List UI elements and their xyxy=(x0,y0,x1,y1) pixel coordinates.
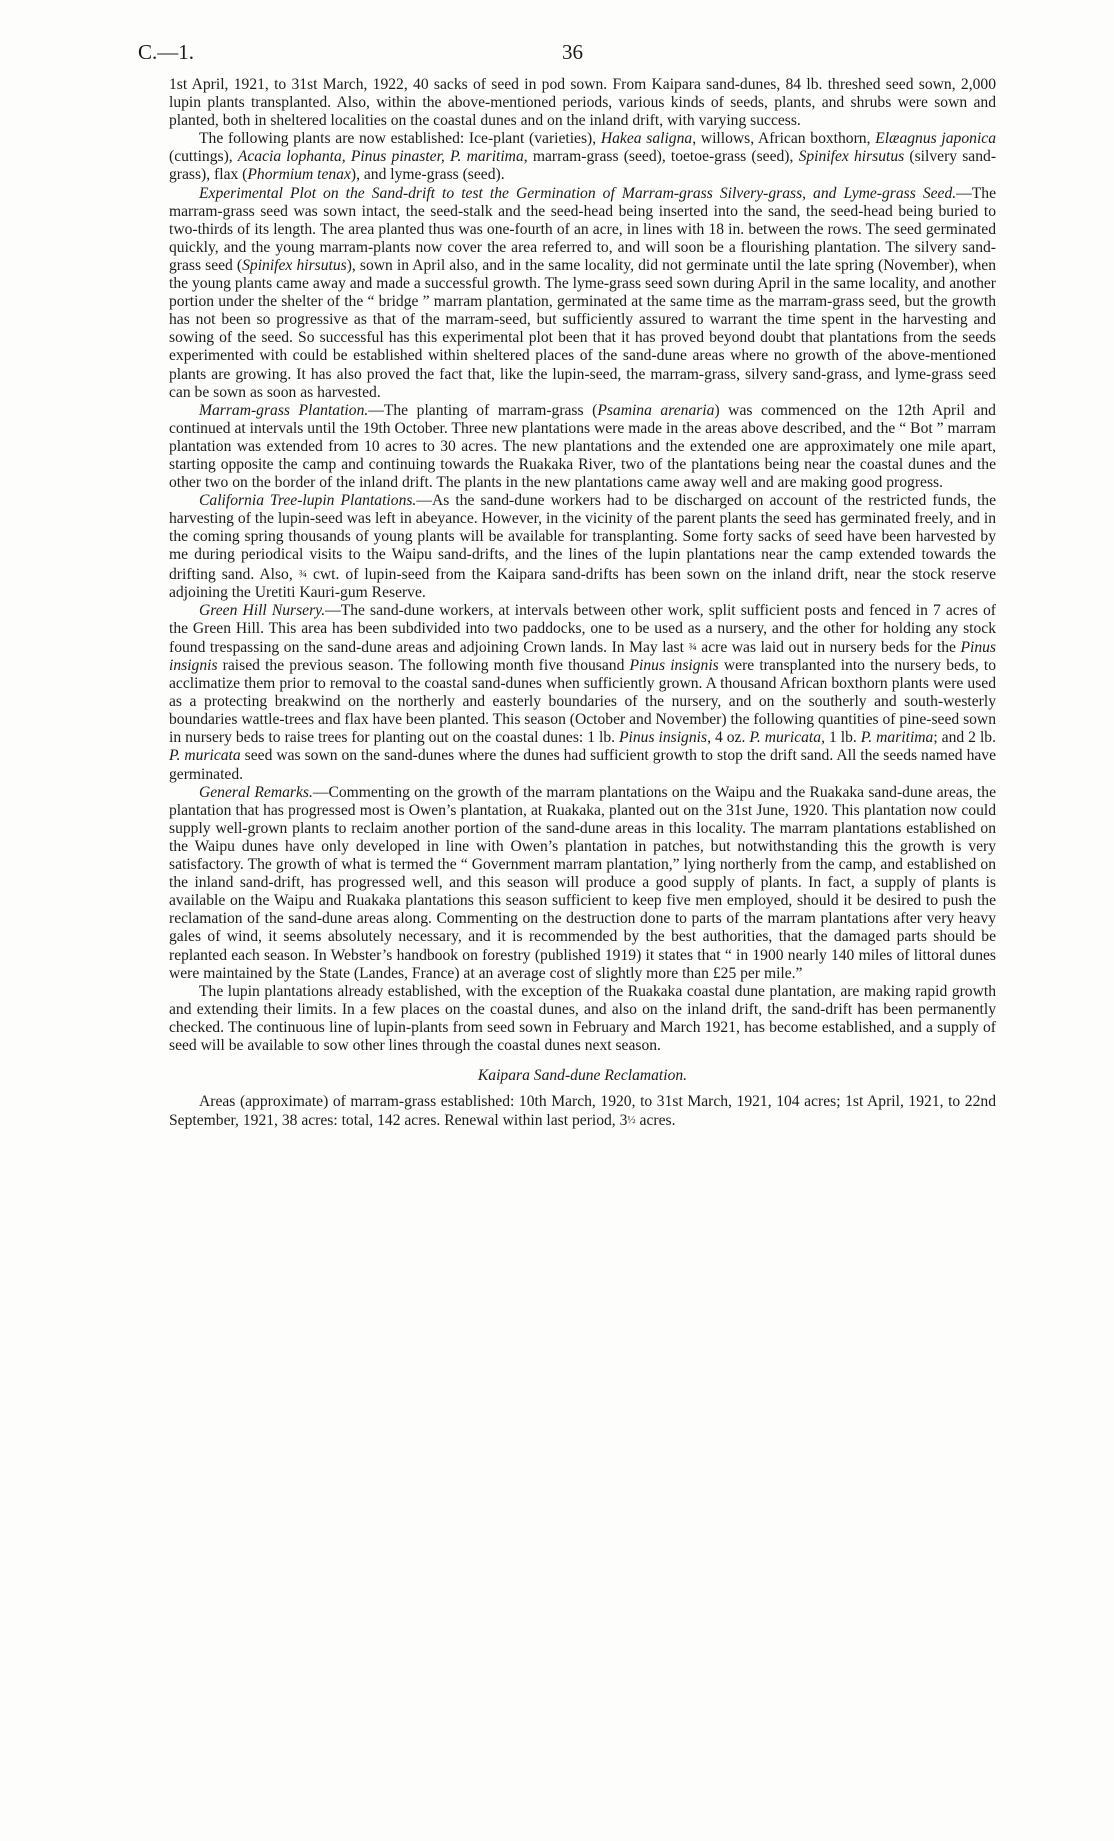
text-run: were transplanted into the nursery beds, to acclimatize them prior to removal to the coastal sand-dunes when sufficiently grown. A thousand African boxthorn plants were used as a protecting breakwind on the northerly and easterly boundaries of the nursery, and on the southerly and south-westerly boundaries wattle-trees and flax have been planted. This season (October and November) the following quantities of pine-seed sown in nursery beds to raise trees for planting out on the coastal dunes: 1 lb. xyxy=(169,657,996,747)
paragraph-marram-plantation xyxy=(169,402,996,492)
text-run: , 4 oz. xyxy=(707,729,750,747)
text-run: (silvery sand-grass), flax ( xyxy=(169,148,997,184)
text-run: , marram-grass (seed), toetoe-grass (seed), xyxy=(523,148,799,166)
text-run: raised the previous season. The following month five thousand xyxy=(217,657,630,674)
species-name: P. muricata xyxy=(169,747,241,765)
page-header xyxy=(138,40,998,70)
paragraph-title: Green Hill Nursery. xyxy=(199,601,326,619)
text-run: ; and 2 lb. xyxy=(933,729,996,747)
fraction: ¾ xyxy=(298,567,307,580)
species-name: Pinus insignis xyxy=(169,638,996,674)
species-name: Phormium tenax xyxy=(247,166,351,184)
species-name: Psamina arenaria xyxy=(597,401,715,419)
paragraph-green-hill-nursery xyxy=(169,602,996,784)
text-run: —As the sand-dune workers had to be discharged on account of the restricted funds, the harvesting of the lupin-seed was left in abeyance. However, in the vicinity of the parent plants the seed has germinated freely, and in the coming spring thousands of young plants will be available for transplanting. Some forty sacks of seed have been harvested by me during periodical visits to the Waipu sand-drifts, and the lines of the lupin plantations near the camp extended towards the drifting sand. Also, xyxy=(169,492,997,583)
text-run: ), sown in April also, and in the same locality, did not germinate until the late spring (November), when the young plants came away and made a successful growth. The lyme-grass seed sown during April in the same locality, and another portion under the shelter of the “ bridge ” marram plantation, germinated at the same time as the marram-grass seed, but the growth has not been so progressive as that of the marram-seed, but sufficiently assured to warrant the time spent in the harvesting and sowing of the seed. So successful has this experimental plot been that it has proved beyond doubt that plantations from the seeds experimented with could be established within sheltered places of the sand-dune areas where no growth of the above-mentioned plants are growing. It has also proved the fact that, like the lupin-seed, the marram-grass, silvery sand-grass, and lyme-grass seed can be sown as soon as harvested. xyxy=(169,256,997,401)
text-run: —The planting of marram-grass ( xyxy=(368,401,598,419)
text-run: ) was commenced on the 12th April and continued at intervals until the 19th October. Three new plantations were made in the areas above described, and the “ Bot ” marram plantation was extended from 10 acres to 30 acres. The new plantations and the extended one are approximately one mile apart, starting opposite the camp and continuing towards the Ruakaka River, two of the plantations being near the coastal dunes and the other two on the border of the inland drift. The plants in the new plantations came away well and are making good progress. xyxy=(169,401,996,492)
section-heading-kaipara: Kaipara Sand-dune Reclamation. xyxy=(477,1067,688,1085)
text-run: Areas (approximate) of marram-grass established: 10th March, 1920, to 31st March, 1921, 104 acres; 1st April, 1921, to 22nd September, 1921, 38 acres: total, 142 acres. Renewal within last period, 3 xyxy=(169,1093,996,1130)
species-name: Pinus insignis xyxy=(629,657,719,674)
fraction: ¾ xyxy=(688,640,697,653)
paragraph-title: California Tree-lupin Plantations. xyxy=(199,492,417,510)
text-run: The following plants are now established: Ice-plant (varieties), xyxy=(199,130,601,148)
species-name: P. maritima xyxy=(860,729,934,747)
paragraph-title: Experimental Plot on the Sand-drift to test the Germination of Marram-grass Silvery-grass, and Lyme-grass Seed. xyxy=(199,184,957,202)
paragraph-title: General Remarks. xyxy=(199,783,313,801)
document-body xyxy=(169,76,996,1130)
paragraph-experimental-plot xyxy=(169,185,996,402)
text-run: cwt. of lupin-seed from the Kaipara sand-drifts has been sown on the inland drift, near the stock reserve adjoining the Uretiti Kauri-gum Reserve. xyxy=(169,565,997,601)
text-run: acres. xyxy=(635,1112,676,1130)
paragraph-title: Marram-grass Plantation. xyxy=(199,401,369,419)
fraction: ½ xyxy=(627,1114,636,1127)
page-number: 36 xyxy=(562,40,583,64)
species-name: Hakea saligna xyxy=(600,130,693,148)
text-run: , willows, African boxthorn, xyxy=(692,130,876,148)
paragraph-general-remarks xyxy=(169,784,996,983)
text-run: —Commenting on the growth of the marram plantations on the Waipu and the Ruakaka sand-dune areas, the plantation that has progressed most is Owen’s plantation, at Ruakaka, planted out on the 31st June, 1920. This plantation now could supply well-grown plants to reclaim another portion of the sand-dune areas in this locality. The marram plantations established on the Waipu dunes have only developed in line with Owen’s plantation in patches, but notwithstanding this the growth is very satisfactory. The growth of what is termed the “ Government marram plantation,” lying northerly from the camp, and established on the inland sand-drift, has progressed well, and this season will produce a good supply of plants. In fact, a supply of plants is available on the Waipu and Ruakaka plantations this season sufficient to keep five men employed, should it be desired to push the reclamation of the sand-dune areas along. Commenting on the destruction done to parts of the marram plantations after very heavy gales of wind, it seems absolutely necessary, and it is recommended by the best authorities, that the damaged parts should be replanted each season. In Webster’s handbook on forestry (published 1919) it states that “ in 1900 nearly 140 miles of littoral dunes were maintained by the State (Landes, France) at an average cost of slightly more than £25 per mile.” xyxy=(169,783,996,982)
paragraph-tree-lupin-plantations xyxy=(169,492,996,602)
text-run: (cuttings), xyxy=(169,148,238,166)
text-run: , 1 lb. xyxy=(821,729,861,747)
text-run: ), and lyme-grass (seed). xyxy=(350,166,505,184)
paragraph-established-plants xyxy=(169,130,996,184)
paragraph-lupin-plantations: The lupin plantations already established, with the exception of the Ruakaka coastal dune plantation, are making rapid growth and extending their limits. In a few places on the coastal dunes, and also on the inland drift, the sand-drift has been permanently checked. The continuous line of lupin-plants from seed sown in February and March 1921, has become established, and a supply of seed will be available to sow other lines through the coastal dunes next season. xyxy=(169,982,996,1054)
species-name: Pinus insignis xyxy=(619,729,708,747)
text-run: seed was sown on the sand-dunes where the dunes had sufficient growth to stop the drift sand. All the seeds named have germinated. xyxy=(169,747,997,783)
text-run: acre was laid out in nursery beds for the xyxy=(696,638,961,656)
species-name: P. muricata xyxy=(749,729,822,747)
species-name: Spinifex hirsutus xyxy=(798,148,905,166)
species-name: Elæagnus japonica xyxy=(875,130,997,148)
species-name: Spinifex hirsutus xyxy=(242,256,347,274)
report-reference: C.—1. xyxy=(138,40,195,64)
text-run: —The marram-grass seed was sown intact, the seed-stalk and the seed-head being inserted into the sand, the seed-head being buried to two-thirds of its length. The area planted thus was one-fourth of an acre, in lines with 18 in. between the rows. The seed germinated quickly, and the young marram-plants now cover the area referred to, and will soon be a flourishing plantation. The silvery sand-grass seed ( xyxy=(169,184,996,274)
text-run: —The sand-dune workers, at intervals between other work, split sufficient posts and fenced in 7 acres of the Green Hill. This area has been subdivided into two paddocks, one to be used as a nursery, and the other for holding any stock found trespassing on the sand-dune areas and adjoining Crown lands. In May last xyxy=(169,601,996,656)
species-name: Acacia lophanta, Pinus pinaster, P. maritima xyxy=(237,148,524,166)
paragraph-seed-sowing-summary: 1st April, 1921, to 31st March, 1922, 40 sacks of seed in pod sown. From Kaipara sand-dunes, 84 lb. threshed seed sown, 2,000 lupin plants transplanted. Also, within the above-mentioned periods, various kinds of seeds, plants, and shrubs were sown and planted, both in sheltered localities on the coastal dunes and on the inland drift, with varying success. xyxy=(169,76,996,130)
paragraph-kaipara-areas xyxy=(169,1093,996,1130)
